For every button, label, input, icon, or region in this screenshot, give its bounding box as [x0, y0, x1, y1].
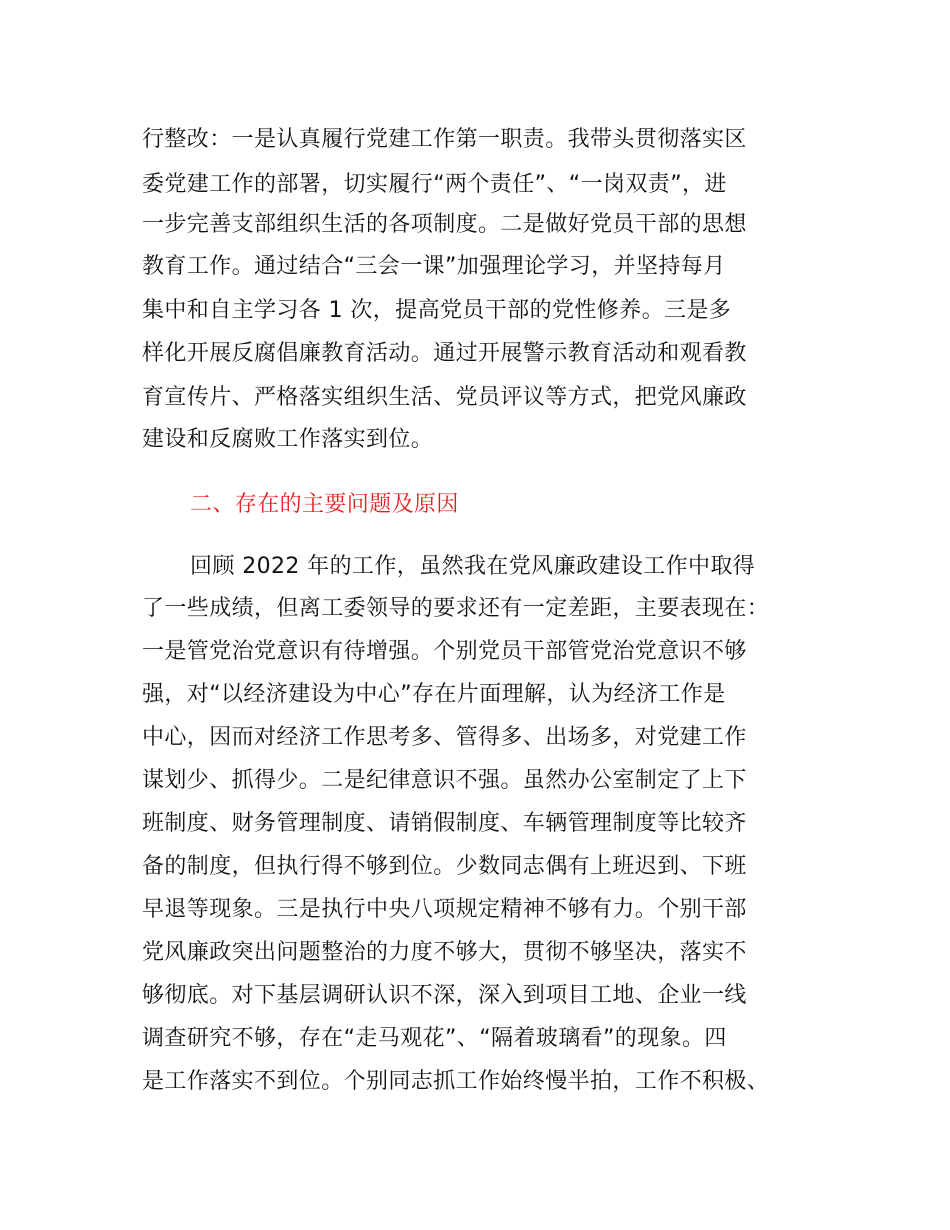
paragraph-2-line: 班制度、财务管理制度、请销假制度、车辆管理制度等比较齐	[142, 811, 747, 836]
paragraph-2-line: 备的制度，但执行得不够到位。少数同志偶有上班迟到、下班	[142, 854, 747, 879]
paragraph-2-line: 回顾 2022 年的工作，虽然我在党风廉政建设工作中取得	[190, 554, 756, 579]
paragraph-1-line: 行整改：一是认真履行党建工作第一职责。我带头贯彻落实区	[142, 127, 747, 152]
paragraph-1-line: 育宣传片、严格落实组织生活、党员评议等方式，把党风廉政	[142, 385, 747, 410]
paragraph-1-line: 建设和反腐败工作落实到位。	[142, 427, 434, 452]
paragraph-2-line: 中心，因而对经济工作思考多、管得多、出场多，对党建工作	[142, 725, 747, 750]
paragraph-2-line: 党风廉政突出问题整治的力度不够大，贯彻不够坚决，落实不	[142, 940, 747, 965]
paragraph-2-line: 早退等现象。三是执行中央八项规定精神不够有力。个别干部	[142, 897, 747, 922]
section-heading: 二、存在的主要问题及原因	[190, 492, 459, 517]
paragraph-2-line: 强，对“以经济建设为中心”存在片面理解，认为经济工作是	[142, 682, 726, 707]
paragraph-2-line: 是工作落实不到位。个别同志抓工作始终慢半拍，工作不积极、	[142, 1069, 770, 1094]
paragraph-2-line: 了一些成绩，但离工委领导的要求还有一定差距，主要表现在：	[142, 596, 770, 621]
paragraph-1-line: 样化开展反腐倡廉教育活动。通过开展警示教育活动和观看教	[142, 341, 747, 366]
paragraph-2-line: 一是管党治党意识有待增强。个别党员干部管党治党意识不够	[142, 639, 747, 664]
paragraph-2-line: 调查研究不够，存在“走马观花”、“隔着玻璃看”的现象。四	[142, 1026, 727, 1051]
paragraph-1-line: 一步完善支部组织生活的各项制度。二是做好党员干部的思想	[142, 212, 747, 237]
paragraph-1-line: 教育工作。通过结合“三会一课”加强理论学习，并坚持每月	[142, 254, 726, 279]
paragraph-1-line: 集中和自主学习各 1 次，提高党员干部的党性修养。三是多	[142, 298, 732, 323]
paragraph-1-line: 委党建工作的部署，切实履行“两个责任”、“一岗双责”，进	[142, 172, 727, 197]
paragraph-2-line: 够彻底。对下基层调研认识不深，深入到项目工地、企业一线	[142, 983, 747, 1008]
paragraph-2-line: 谋划少、抓得少。二是纪律意识不强。虽然办公室制定了上下	[142, 768, 747, 793]
